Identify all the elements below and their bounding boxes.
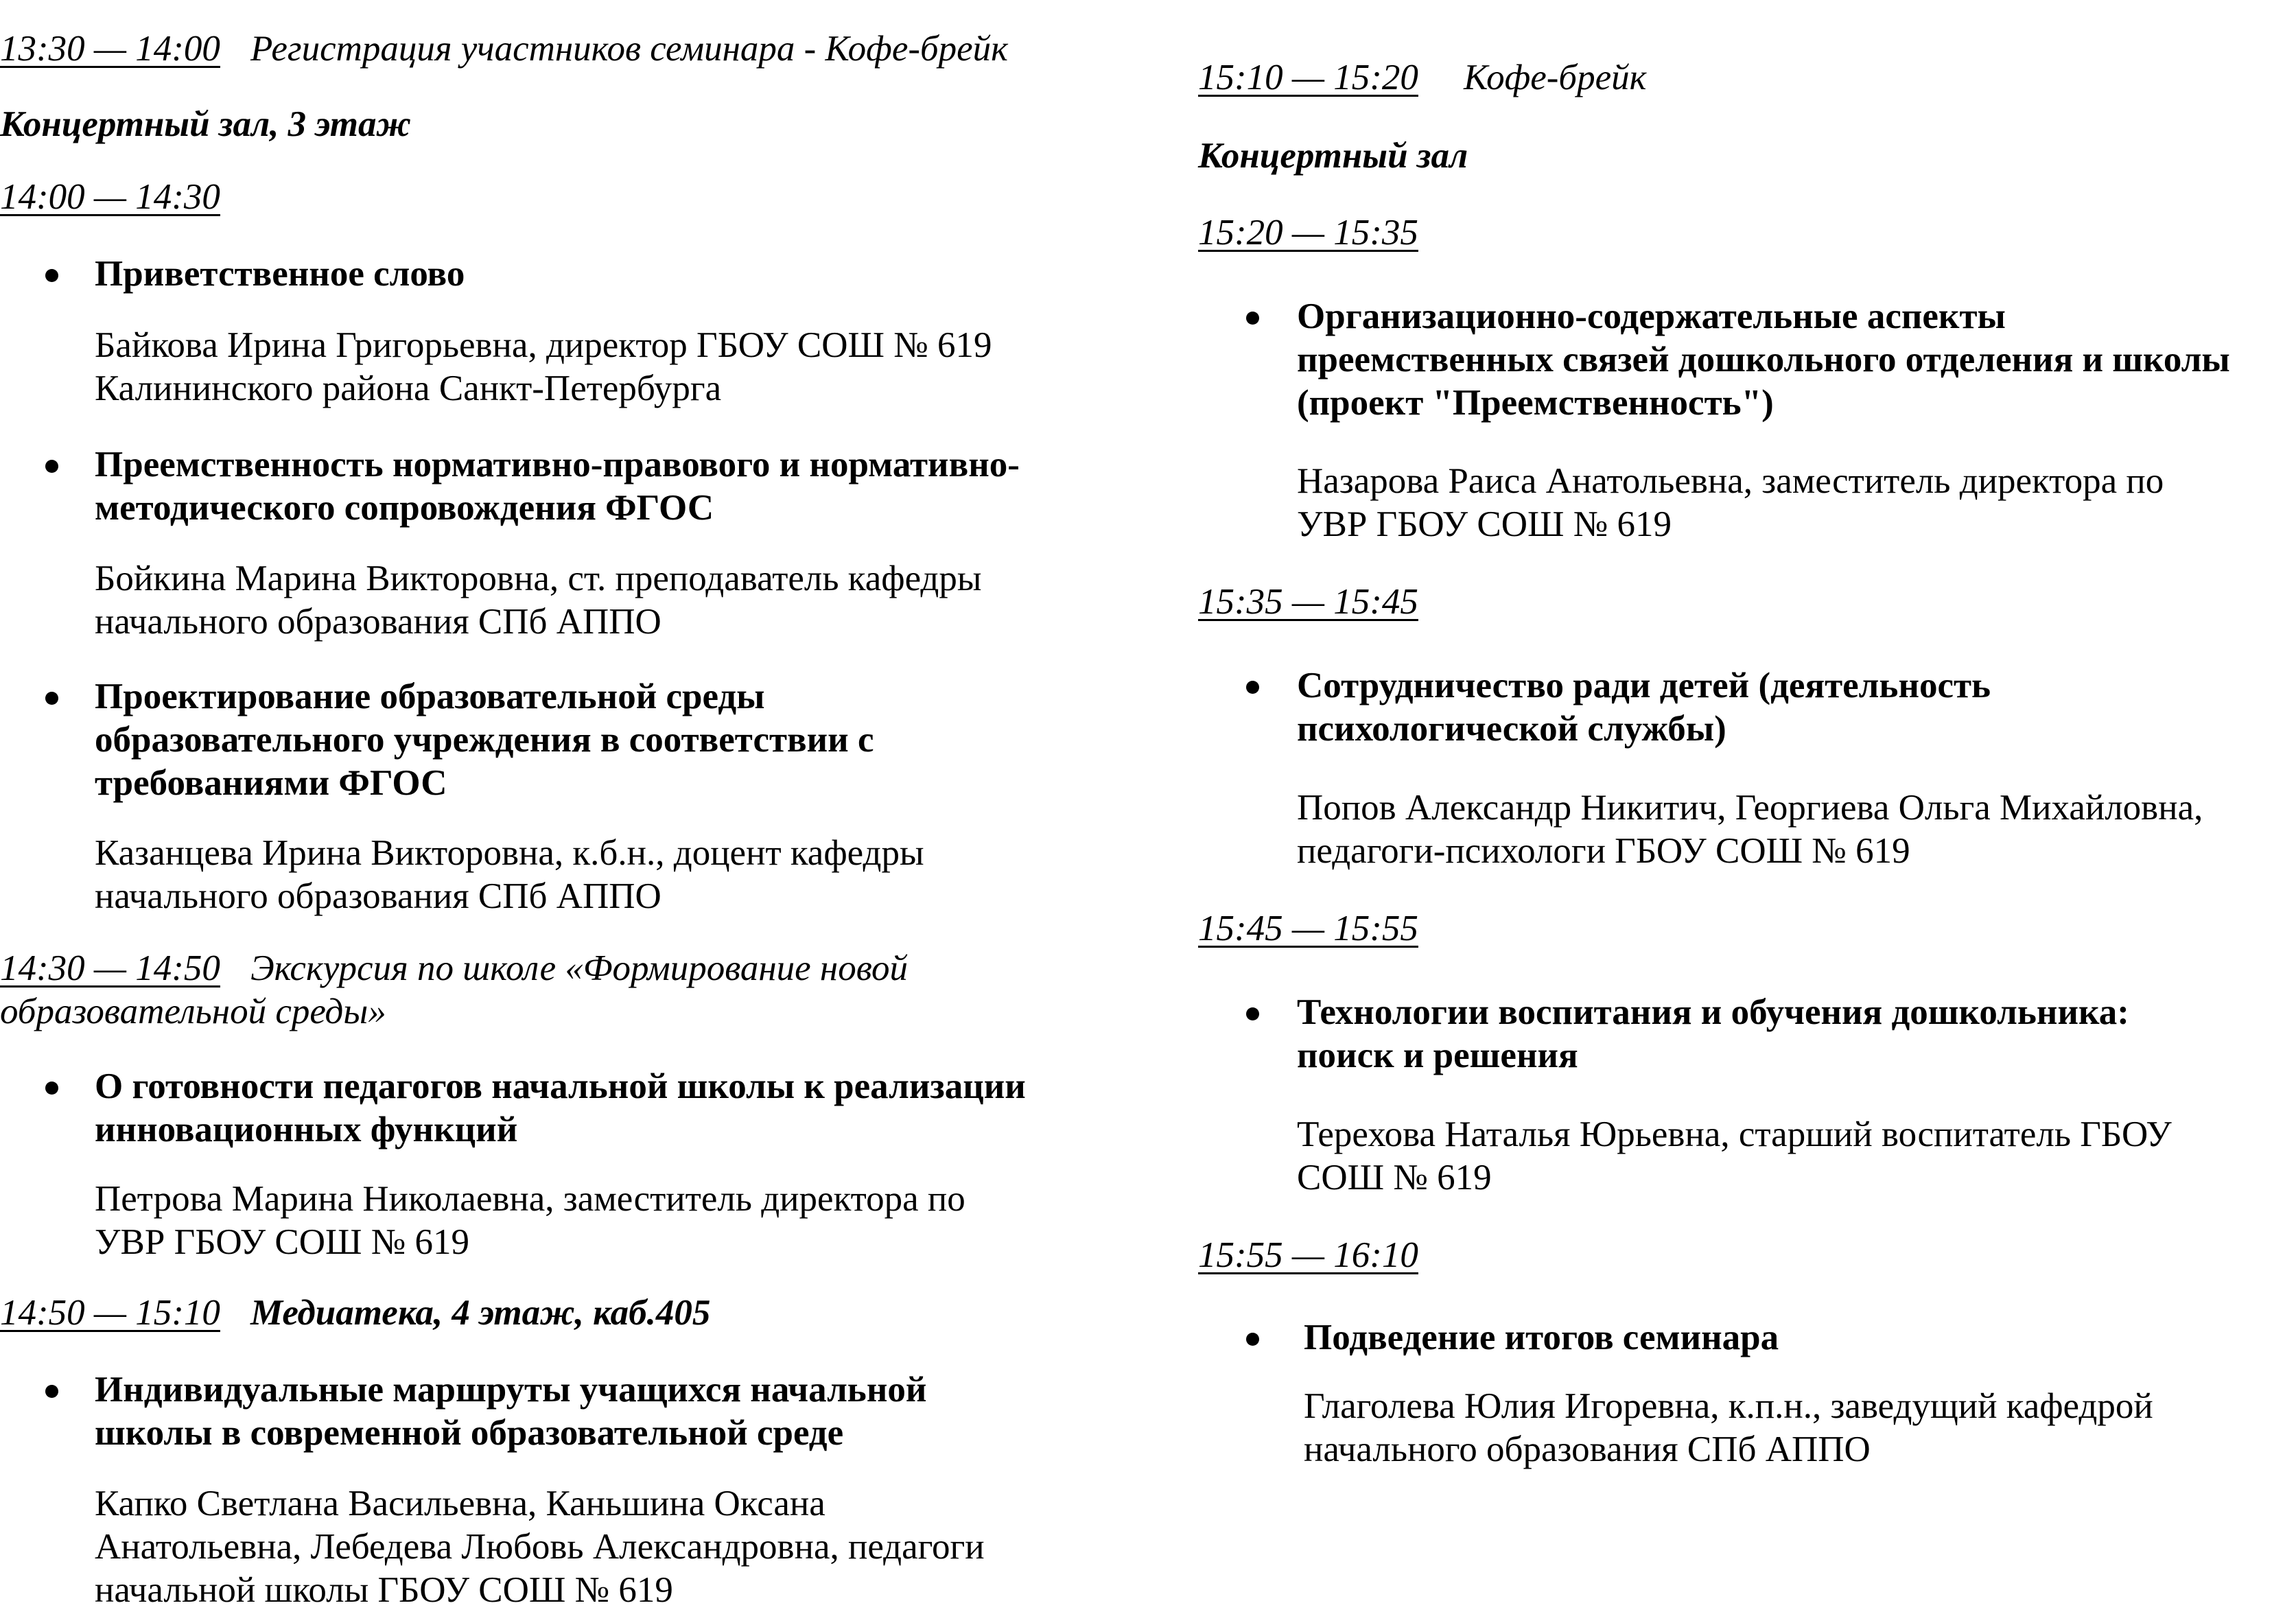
bullet-icon bbox=[45, 692, 58, 705]
agenda-item bbox=[1198, 295, 2296, 425]
slot-label: Регистрация участников семинара - Кофе-брейк bbox=[250, 29, 1008, 69]
agenda-item-title: Подведение итогов семинара bbox=[1304, 1318, 1779, 1357]
time-range: 15:35 — 15:45 bbox=[1198, 582, 1418, 622]
agenda-item-title: Приветственное слово bbox=[95, 254, 465, 294]
agenda-item bbox=[1198, 664, 2296, 751]
slot-label-continued: образовательной среды» bbox=[0, 992, 386, 1031]
time-range: 15:55 — 16:10 bbox=[1198, 1235, 1418, 1275]
bullet-icon bbox=[45, 269, 58, 282]
agenda-item-speaker: Капко Светлана Васильевна, Каньшина Оксана Анатольевна, Лебедева Любовь Александровна, педагоги начальной школы ГБОУ СОШ № 619 bbox=[95, 1484, 985, 1610]
agenda-item-title: инновационных функций bbox=[95, 1110, 518, 1149]
schedule-slot-1555 bbox=[1198, 1234, 2296, 1277]
schedule-slot-1535 bbox=[1198, 581, 2296, 624]
agenda-item-title: образовательного учреждения в соответствии с bbox=[95, 720, 874, 760]
slot-label: Экскурсия по школе «Формирование новой bbox=[250, 948, 909, 988]
agenda-item-title: О готовности педагогов начальной школы к реализации bbox=[95, 1066, 1026, 1106]
schedule-slot-1400 bbox=[0, 176, 1070, 219]
agenda-item-speaker: Попов Александр Никитич, Георгиева Ольга Михайловна, педагоги-психологи ГБОУ СОШ № 619 bbox=[1297, 788, 2203, 871]
agenda-item-title: Сотрудничество ради детей (деятельность bbox=[1297, 666, 1991, 705]
agenda-item-title: методического сопровождения ФГОС bbox=[95, 488, 714, 528]
time-range: 15:10 — 15:20 bbox=[1198, 58, 1418, 97]
schedule-slot-1430 bbox=[0, 947, 1070, 1033]
bullet-icon bbox=[1246, 681, 1259, 694]
agenda-item bbox=[1198, 991, 2296, 1077]
slot-location: Медиатека, 4 этаж, каб.405 bbox=[250, 1293, 711, 1333]
bullet-icon bbox=[45, 1082, 58, 1095]
room-label: Концертный зал bbox=[1198, 136, 1468, 176]
agenda-item-speaker: Петрова Марина Николаевна, заместитель директора по УВР ГБОУ СОШ № 619 bbox=[95, 1179, 965, 1262]
agenda-item-speaker: Бойкина Марина Викторовна, ст. преподаватель кафедры начального образования СПб АППО bbox=[95, 559, 982, 642]
time-range: 14:50 — 15:10 bbox=[0, 1293, 220, 1333]
room-heading bbox=[0, 103, 1070, 146]
agenda-item-title: Технологии воспитания и обучения дошкольника: bbox=[1297, 992, 2129, 1032]
agenda-item-speaker: Назарова Раиса Анатольевна, заместитель директора по УВР ГБОУ СОШ № 619 bbox=[1297, 461, 2164, 544]
agenda-item bbox=[0, 443, 1070, 530]
agenda-item-title: психологической службы) bbox=[1297, 709, 1726, 749]
time-range: 14:00 — 14:30 bbox=[0, 177, 220, 217]
agenda-item-title: Индивидуальные маршруты учащихся начальной bbox=[95, 1370, 927, 1410]
agenda-item-title: Организационно-содержательные аспекты bbox=[1297, 296, 2006, 336]
agenda-item-speaker: Байкова Ирина Григорьевна, директор ГБОУ СОШ № 619 Калининского района Санкт-Петербурга bbox=[95, 325, 992, 408]
agenda-item-title: поиск и решения bbox=[1297, 1036, 1578, 1075]
agenda-item-speaker: Терехова Наталья Юрьевна, старший воспитатель ГБОУ СОШ № 619 bbox=[1297, 1114, 2172, 1198]
schedule-slot-1330 bbox=[0, 27, 1070, 71]
agenda-item bbox=[0, 1065, 1070, 1152]
agenda-item bbox=[0, 253, 1070, 296]
agenda-item-title: (проект "Преемственность") bbox=[1297, 383, 1774, 423]
bullet-icon bbox=[1246, 312, 1259, 325]
agenda-item-title: требованиями ФГОС bbox=[95, 763, 447, 803]
agenda-item bbox=[0, 1368, 1070, 1455]
agenda-item bbox=[0, 675, 1070, 805]
agenda-item-speaker: Казанцева Ирина Викторовна, к.б.н., доцент кафедры начального образования СПб АППО bbox=[95, 833, 924, 916]
agenda-item-title: Проектирование образовательной среды bbox=[95, 677, 765, 716]
agenda-item-title: школы в современной образовательной среде bbox=[95, 1413, 844, 1453]
room-heading bbox=[1198, 135, 2296, 178]
room-label: Концертный зал, 3 этаж bbox=[0, 104, 411, 144]
agenda-item-title: преемственных связей дошкольного отделения и школы bbox=[1297, 340, 2230, 379]
time-range: 15:45 — 15:55 bbox=[1198, 909, 1418, 948]
agenda-item bbox=[1198, 1316, 2296, 1359]
agenda-item-title: Преемственность нормативно-правового и нормативно- bbox=[95, 445, 1020, 484]
bullet-icon bbox=[1246, 1007, 1259, 1020]
time-range: 13:30 — 14:00 bbox=[0, 29, 220, 69]
bullet-icon bbox=[45, 460, 58, 473]
schedule-slot-1510 bbox=[1198, 56, 2296, 100]
time-range: 15:20 — 15:35 bbox=[1198, 213, 1418, 253]
schedule-slot-1450 bbox=[0, 1292, 1070, 1335]
schedule-slot-1520 bbox=[1198, 211, 2296, 255]
bullet-icon bbox=[45, 1385, 58, 1398]
bullet-icon bbox=[1246, 1333, 1259, 1346]
slot-label: Кофе-брейк bbox=[1463, 58, 1647, 97]
time-range: 14:30 — 14:50 bbox=[0, 948, 220, 988]
agenda-item-speaker: Глаголева Юлия Игоревна, к.п.н., заведущий кафедрой начального образования СПб АППО bbox=[1304, 1386, 2153, 1469]
schedule-slot-1545 bbox=[1198, 907, 2296, 950]
